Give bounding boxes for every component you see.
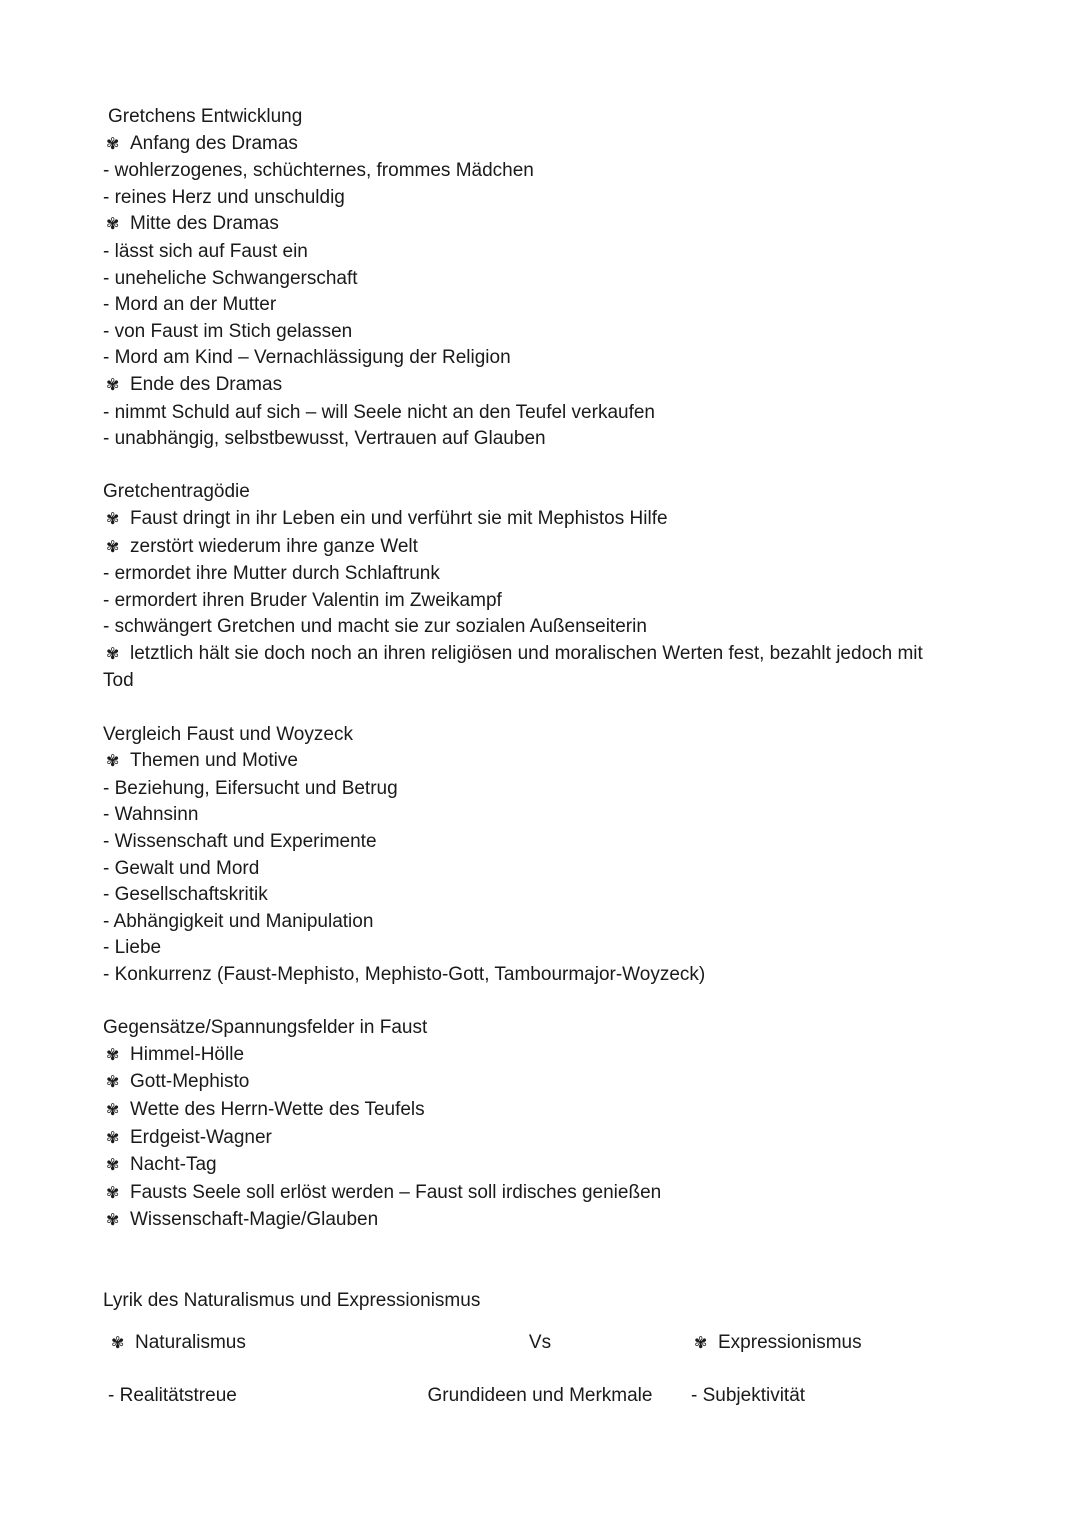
bullet-point — [103, 1152, 983, 1180]
bullet-point — [103, 211, 983, 239]
section-gap — [103, 453, 983, 480]
dash-item: - Wissenschaft und Experimente — [103, 831, 377, 853]
bullet-text: letztlich hält sie doch noch an ihren religiösen und moralischen Werten fest, bezahlt jedoch mit — [130, 642, 923, 664]
bullet-text: Ende des Dramas — [130, 373, 283, 395]
section-title: Gretchens Entwicklung — [108, 106, 303, 127]
comparison-table — [103, 1330, 983, 1436]
dash-item: - von Faust im Stich gelassen — [103, 320, 353, 342]
dash-item: - Beziehung, Eifersucht und Betrug — [103, 777, 398, 799]
dash-item: - lässt sich auf Faust ein — [103, 240, 308, 262]
dash-item: - schwängert Gretchen und macht sie zur sozialen Außenseiterin — [103, 616, 647, 638]
bullet-text: Himmel-Hölle — [130, 1043, 245, 1065]
bullet-text: Wissenschaft-Magie/Glauben — [130, 1209, 379, 1231]
flower-bullet-icon: ✾ — [106, 645, 120, 663]
dash-item: - reines Herz und unschuldig — [103, 186, 345, 208]
flower-bullet-icon: ✾ — [106, 1101, 120, 1119]
bullet-text: Themen und Motive — [130, 750, 298, 772]
naturalismus-label: Naturalismus — [135, 1332, 246, 1353]
dash-item: - ermordet ihre Mutter durch Schlaftrunk — [103, 563, 440, 585]
bullet-text: zerstört wiederum ihre ganze Welt — [130, 535, 418, 557]
dash-item: - Gewalt und Mord — [103, 857, 260, 879]
dash-item: - nimmt Schuld auf sich – will Seele nicht an den Teufel verkaufen — [103, 401, 656, 423]
bullet-point — [103, 1125, 983, 1153]
flower-bullet-icon: ✾ — [106, 1046, 120, 1064]
bullet-point — [103, 506, 983, 534]
flower-bullet-icon: ✾ — [106, 1129, 120, 1147]
expressionismus-header — [691, 1330, 862, 1358]
bullet-point — [103, 131, 983, 159]
expressionismus-label: Expressionismus — [718, 1332, 862, 1353]
expressionismus-item: - Subjektivität — [691, 1385, 806, 1406]
flower-bullet-icon: ✾ — [106, 1074, 120, 1092]
bullet-point — [103, 1042, 983, 1070]
flower-bullet-icon: ✾ — [106, 1184, 120, 1202]
bullet-point — [103, 1207, 983, 1235]
naturalismus-header — [108, 1330, 246, 1358]
dash-item: - Mord am Kind – Vernachlässigung der Religion — [103, 347, 511, 369]
bullet-point — [103, 1097, 983, 1125]
vs-label: Vs — [528, 1332, 552, 1353]
bullet-text: Mitte des Dramas — [130, 213, 279, 235]
dash-item: - ermordert ihren Bruder Valentin im Zweikampf — [103, 589, 502, 611]
flower-bullet-icon: ✾ — [106, 510, 120, 528]
flower-bullet-icon: ✾ — [106, 135, 120, 153]
flower-bullet-icon: ✾ — [106, 753, 120, 771]
section-gap — [103, 989, 983, 1016]
flower-bullet-icon: ✾ — [106, 538, 120, 556]
naturalismus-item: - Realitätstreue — [108, 1385, 237, 1406]
bullet-point — [103, 748, 983, 776]
section-gap — [103, 1235, 983, 1288]
bullet-text: Gott-Mephisto — [130, 1071, 250, 1093]
bullet-text: Erdgeist-Wagner — [130, 1126, 272, 1148]
bullet-text: Fausts Seele soll erlöst werden – Faust soll irdisches genießen — [130, 1181, 662, 1203]
dash-item: - uneheliche Schwangerschaft — [103, 267, 358, 289]
text-line: Tod — [103, 670, 134, 692]
flower-bullet-icon: ✾ — [106, 216, 120, 234]
section-title: Gretchentragödie — [103, 481, 250, 503]
dash-item: - Abhängigkeit und Manipulation — [103, 910, 374, 932]
comparison-row — [103, 1383, 983, 1436]
comparison-category: Grundideen und Merkmale — [427, 1385, 653, 1406]
bullet-point — [103, 1069, 983, 1097]
flower-bullet-icon: ✾ — [106, 1212, 120, 1230]
bullet-point — [103, 1180, 983, 1208]
dash-item: - wohlerzogenes, schüchternes, frommes Mädchen — [103, 160, 534, 182]
dash-item: - Gesellschaftskritik — [103, 884, 268, 906]
notes-body — [103, 104, 983, 1315]
lyrik-title: Lyrik des Naturalismus und Expressionismus — [103, 1289, 481, 1311]
section-title: Vergleich Faust und Woyzeck — [103, 723, 353, 745]
section-title: Gegensätze/Spannungsfelder in Faust — [103, 1017, 428, 1039]
dash-item: - Wahnsinn — [103, 804, 199, 826]
bullet-point — [103, 641, 983, 669]
dash-item: - Liebe — [103, 937, 162, 959]
flower-bullet-icon: ✾ — [111, 1335, 125, 1352]
flower-bullet-icon: ✾ — [106, 1157, 120, 1175]
dash-item: - unabhängig, selbstbewusst, Vertrauen auf Glauben — [103, 428, 546, 450]
bullet-point — [103, 534, 983, 562]
bullet-point — [103, 372, 983, 400]
section-gap — [103, 695, 983, 722]
dash-item: - Mord an der Mutter — [103, 294, 277, 316]
bullet-text: Wette des Herrn-Wette des Teufels — [130, 1098, 425, 1120]
bullet-text: Nacht-Tag — [130, 1154, 217, 1176]
dash-item: - Konkurrenz (Faust-Mephisto, Mephisto-Gott, Tambourmajor-Woyzeck) — [103, 964, 706, 985]
flower-bullet-icon: ✾ — [106, 376, 120, 394]
comparison-header-row — [103, 1330, 983, 1383]
flower-bullet-icon: ✾ — [694, 1335, 708, 1352]
bullet-text: Faust dringt in ihr Leben ein und verführt sie mit Mephistos Hilfe — [130, 507, 668, 529]
bullet-text: Anfang des Dramas — [130, 132, 298, 154]
